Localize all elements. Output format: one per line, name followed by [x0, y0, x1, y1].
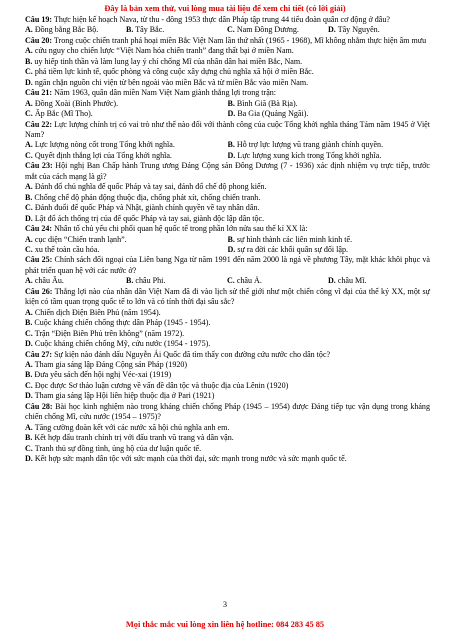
question-text: Sự kiện nào đánh dấu Nguyễn Ái Quốc đã tìm thấy con đường cứu nước cho dân tộc? — [52, 349, 331, 359]
option-text: Nam Đông Dương. — [234, 25, 299, 35]
question-text: Nhân tố chủ yếu chi phối quan hệ quốc tế trong phần lớn nửa sau thế kỉ XX là: — [52, 224, 308, 234]
question-stem — [25, 350, 430, 360]
question-stem — [25, 224, 430, 234]
option-letter: B. — [227, 98, 235, 108]
option-letter: C. — [25, 203, 33, 213]
answer-option — [25, 46, 430, 56]
option-text: Quyết định thắng lợi của Tổng khởi nghĩa. — [32, 150, 172, 160]
answer-option — [25, 370, 430, 380]
option-text: châu Phi. — [133, 276, 166, 286]
option-text: Tham gia sáng lập Hội liên hiệp thuộc địa ở Pari (1921) — [32, 391, 215, 401]
question-number: Câu 26: — [25, 286, 53, 296]
answer-option — [328, 276, 429, 286]
question-stem — [25, 402, 430, 423]
question-block — [25, 287, 430, 350]
options-row — [25, 276, 430, 286]
answer-option — [25, 391, 430, 401]
option-letter: D. — [227, 150, 236, 160]
option-text: châu Âu. — [32, 276, 64, 286]
option-letter: C. — [25, 109, 33, 119]
option-text: Hỗ trợ lực lượng vũ trang giành chính quyền. — [234, 140, 384, 150]
question-block — [25, 255, 430, 286]
question-stem — [25, 120, 430, 141]
question-number: Câu 23: — [25, 161, 53, 171]
question-list — [25, 15, 430, 464]
answer-option — [25, 151, 228, 161]
option-letter: D. — [227, 109, 236, 119]
answer-option — [25, 214, 430, 224]
option-text: sự hình thành các liên minh kinh tế. — [234, 234, 353, 244]
answer-option — [25, 140, 228, 150]
option-text: Ba Gia (Quảng Ngãi). — [235, 109, 309, 119]
option-text: Bình Giã (Bà Rịa). — [234, 98, 298, 108]
question-stem — [25, 287, 430, 308]
option-letter: B. — [25, 56, 33, 66]
answer-option — [228, 235, 431, 245]
question-number: Câu 28: — [25, 401, 53, 411]
option-letter: B. — [25, 370, 33, 380]
answer-option — [25, 318, 430, 328]
answer-option — [25, 454, 430, 464]
answer-option — [25, 360, 430, 370]
answer-option — [25, 109, 228, 119]
answer-option — [126, 25, 227, 35]
answer-option — [25, 182, 430, 192]
option-text: xu thế toàn cầu hóa. — [32, 244, 100, 254]
question-stem — [25, 36, 430, 46]
option-text: Đánh đổ chủ nghĩa đế quốc Pháp và tay sai, đánh đổ chế độ phong kiến. — [32, 182, 267, 192]
option-letter: C. — [25, 150, 33, 160]
option-letter: A. — [25, 422, 33, 432]
answer-option — [25, 276, 126, 286]
option-letter: B. — [126, 276, 134, 286]
options-row — [25, 109, 430, 119]
question-number: Câu 22: — [25, 119, 53, 129]
answer-option — [25, 78, 430, 88]
option-letter: A. — [25, 234, 33, 244]
option-text: uy hiếp tinh thần và làm lung lay ý chí chống Mĩ của nhân dân hai miền Bắc, Nam. — [32, 56, 303, 66]
option-text: Đánh đuổi đế quốc Pháp và Nhật, giành chính quyền về tay nhân dân. — [32, 203, 260, 213]
option-text: Cuộc kháng chiến chống thực dân Pháp (1945 - 1954). — [32, 318, 211, 328]
question-block — [25, 350, 430, 402]
option-letter: A. — [25, 276, 33, 286]
question-block — [25, 88, 430, 119]
option-letter: D. — [25, 213, 33, 223]
question-number: Câu 27: — [25, 349, 53, 359]
option-letter: D. — [25, 77, 33, 87]
question-text: Năm 1963, quân dân miền Nam Việt Nam giành thắng lợi trong trận: — [52, 88, 277, 98]
option-letter: D. — [328, 25, 336, 35]
option-letter: A. — [25, 182, 33, 192]
option-letter: B. — [25, 433, 33, 443]
answer-option — [228, 245, 431, 255]
option-letter: B. — [25, 192, 33, 202]
option-letter: A. — [25, 46, 33, 56]
answer-option — [25, 193, 430, 203]
options-row — [25, 235, 430, 245]
option-letter: D. — [25, 454, 33, 464]
option-text: Tăng cường đoàn kết với các nước xã hội chủ nghĩa anh em. — [32, 422, 230, 432]
option-text: Tây Nguyên. — [335, 25, 380, 35]
question-stem — [25, 88, 430, 98]
option-text: ngăn chặn nguồn chi viện từ bên ngoài vào miền Bắc và từ miền Bắc vào miền Nam. — [32, 77, 309, 87]
option-text: Đồng Xoài (Bình Phước). — [32, 98, 119, 108]
header-preview-banner: Đây là bản xem thử, vui lòng mua tài liệu để xem chi tiết (có lời giải) — [104, 4, 346, 13]
page-number: 3 — [223, 600, 227, 609]
option-text: Lực lượng xung kích trong Tổng khởi nghĩa. — [235, 150, 382, 160]
options-row — [25, 25, 430, 35]
option-letter: B. — [227, 140, 235, 150]
option-letter: D. — [328, 276, 336, 286]
question-block — [25, 402, 430, 465]
option-letter: B. — [25, 318, 33, 328]
answer-option — [228, 109, 431, 119]
answer-option — [25, 67, 430, 77]
option-text: Tây Bắc. — [133, 25, 165, 35]
footer-hotline-banner: Mọi thắc mắc vui lòng xin liên hệ hotline: 084 283 45 85 — [125, 620, 325, 629]
option-text: Tham gia sáng lập Đảng Cộng sản Pháp (1920) — [32, 359, 188, 369]
option-letter: C. — [25, 328, 33, 338]
option-letter: D. — [227, 244, 236, 254]
option-text: Chống chế độ phản động thuộc địa, chống phát xít, chống chiến tranh. — [32, 192, 261, 202]
option-text: Cuộc kháng chiến chống Mỹ, cứu nước (1954 - 1975). — [32, 339, 211, 349]
question-text: Lực lượng chính trị có vai trò như thế nào đối với thành công của cuộc Tổng khởi nghĩa tháng Tám năm 1945 ở Việt Nam? — [25, 119, 430, 139]
option-text: Chiến dịch Điện Biên Phủ (năm 1954). — [32, 307, 161, 317]
option-text: Đưa yêu sách đến hội nghị Véc-xai (1919) — [32, 370, 172, 380]
question-stem — [25, 15, 430, 25]
answer-option — [25, 99, 228, 109]
option-letter: C. — [25, 380, 33, 390]
question-text: Thực hiện kế hoạch Nava, từ thu - đông 1953 thực dân Pháp tập trung 44 tiểu đoàn quân cơ động ở đâu? — [52, 15, 390, 24]
answer-option — [25, 423, 430, 433]
option-text: châu Mĩ. — [335, 276, 367, 286]
option-text: Trận “Điện Biên Phủ trên không” (năm 1972). — [32, 328, 185, 338]
option-letter: C. — [25, 67, 33, 77]
question-number: Câu 21: — [25, 88, 53, 98]
option-text: cứu nguy cho chiến lược “Việt Nam hóa chiến tranh” đang thất bại ở miền Nam. — [32, 46, 294, 56]
option-letter: B. — [126, 25, 134, 35]
answer-option — [228, 99, 431, 109]
question-stem — [25, 161, 430, 182]
option-letter: C. — [25, 443, 33, 453]
options-row — [25, 245, 430, 255]
option-text: Lật đổ ách thống trị của đế quốc Pháp và tay sai, giành độc lập dân tộc. — [32, 213, 265, 223]
option-text: châu Á. — [234, 276, 262, 286]
question-text: Thắng lợi nào của nhân dân Việt Nam đã đi vào lịch sử thế giới như một chiến công vĩ đại của thế kỷ XX, một sự kiện có tầm quan trọng quốc tế to lớn và có tính thời đại sâu sắc? — [25, 286, 430, 307]
question-text: Chính sách đối ngoại của Liên bang Nga từ năm 1991 đến năm 2000 là ngả về phương Tây, mặt khác khôi phục và phát triển quan hệ với các nước ở? — [25, 255, 430, 275]
option-text: Lực lượng nòng cốt trong Tổng khởi nghĩa. — [32, 140, 175, 150]
option-text: Kết hợp đấu tranh chính trị với đấu tranh vũ trang và dân vận. — [32, 433, 234, 443]
answer-option — [25, 25, 126, 35]
option-letter: A. — [25, 140, 33, 150]
answer-option — [25, 235, 228, 245]
question-block — [25, 161, 430, 224]
option-text: phá tiềm lực kinh tế, quốc phòng và công cuộc xây dựng chủ nghĩa xã hội ở miền Bắc. — [32, 67, 314, 77]
answer-option — [25, 329, 430, 339]
option-letter: A. — [25, 307, 33, 317]
option-text: sự ra đời các khối quân sự đối lập. — [235, 244, 348, 254]
answer-option — [328, 25, 429, 35]
option-text: cục diện “Chiến tranh lạnh”. — [32, 234, 127, 244]
answer-option — [25, 381, 430, 391]
question-stem — [25, 255, 430, 276]
option-letter: A. — [25, 98, 33, 108]
answer-option — [126, 276, 227, 286]
answer-option — [25, 57, 430, 67]
answer-option — [227, 25, 328, 35]
answer-option — [227, 276, 328, 286]
option-letter: C. — [25, 244, 33, 254]
option-text: Đọc được Sơ thảo luận cương về vấn đề dân tộc và thuộc địa của Lênin (1920) — [32, 380, 289, 390]
option-letter: A. — [25, 25, 33, 35]
question-number: Câu 25: — [25, 255, 53, 265]
option-letter: C. — [227, 276, 235, 286]
question-block — [25, 120, 430, 162]
option-text: Ấp Bắc (Mĩ Tho). — [32, 109, 93, 119]
question-text: Bài học kinh nghiệm nào trong kháng chiến chống Pháp (1945 – 1954) được Đảng tiếp tục vận dụng trong kháng chiến chống Mĩ, cứu nước (1954 – 1975)? — [25, 401, 430, 422]
answer-option — [25, 433, 430, 443]
answer-option — [25, 308, 430, 318]
question-text: Trong cuộc chiến tranh phá hoại miền Bắc Việt Nam lần thứ nhất (1965 - 1968), Mĩ không nhằm thực hiện âm mưu — [52, 35, 427, 45]
question-block — [25, 36, 430, 88]
question-block — [25, 15, 430, 36]
answer-option — [25, 444, 430, 454]
answer-option — [25, 339, 430, 349]
option-text: Đồng bằng Bắc Bộ. — [32, 25, 99, 35]
option-text: Kết hợp sức mạnh dân tộc với sức mạnh của thời đại, sức mạnh trong nước và sức mạnh quốc tế. — [32, 454, 347, 464]
option-letter: B. — [227, 234, 235, 244]
option-letter: C. — [227, 25, 235, 35]
options-row — [25, 140, 430, 150]
question-number: Câu 19: — [25, 15, 53, 24]
option-letter: A. — [25, 359, 33, 369]
question-block — [25, 224, 430, 255]
options-row — [25, 151, 430, 161]
option-letter: D. — [25, 339, 33, 349]
question-text: Hội nghị Ban Chấp hành Trung ương Đảng Cộng sản Đông Dương (7 - 1936) xác định nhiệm vụ trực tiếp, trước mắt của cách mạng là gì? — [25, 161, 430, 181]
question-number: Câu 20: — [25, 35, 53, 45]
answer-option — [25, 203, 430, 213]
option-text: Tranh thủ sự đồng tình, ủng hộ của dư luận quốc tế. — [32, 443, 202, 453]
option-letter: D. — [25, 391, 33, 401]
answer-option — [25, 245, 228, 255]
question-number: Câu 24: — [25, 224, 53, 234]
answer-option — [228, 140, 431, 150]
answer-option — [228, 151, 431, 161]
options-row — [25, 99, 430, 109]
